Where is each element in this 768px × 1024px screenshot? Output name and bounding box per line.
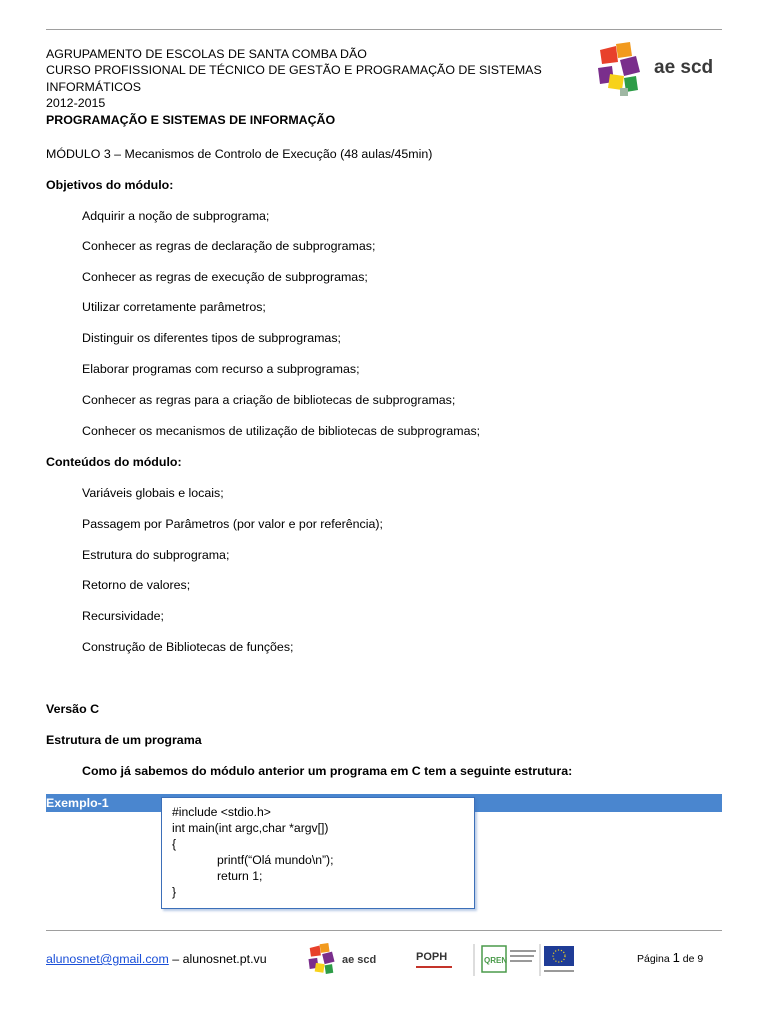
logo-text: ae scd — [654, 57, 714, 78]
funding-logos — [414, 940, 584, 980]
code-line: { — [172, 837, 177, 851]
structure-intro: Como já sabemos do módulo anterior um programa em C tem a seguinte estrutura: — [82, 764, 573, 778]
version-heading: Versão C — [46, 702, 100, 716]
qren-logo — [482, 946, 536, 972]
logo-piece-yellow — [608, 74, 624, 90]
objective-item: Conhecer as regras de declaração de subprogramas; — [82, 239, 376, 253]
logo-piece-purple — [620, 56, 640, 76]
code-block — [161, 797, 475, 909]
email-link[interactable]: alunosnet@gmail.com — [46, 952, 169, 966]
page-number — [637, 950, 703, 967]
eu-flag — [544, 946, 574, 972]
logo-piece-red — [600, 46, 618, 64]
objective-item: Utilizar corretamente parâmetros; — [82, 300, 266, 314]
footer-contact — [46, 951, 267, 967]
module-prefix: MÓDULO 3 — [46, 147, 111, 161]
header-line-school: AGRUPAMENTO DE ESCOLAS DE SANTA COMBA DÃO — [46, 47, 367, 61]
poph-logo — [416, 951, 452, 968]
logo-text: ae scd — [342, 954, 377, 966]
content-item: Retorno de valores; — [82, 578, 191, 592]
contents-heading: Conteúdos do módulo: — [46, 455, 182, 469]
footer-site: alunosnet.pt.vu — [182, 952, 267, 966]
logo-piece-green — [325, 964, 334, 974]
aescd-logo-top — [592, 40, 722, 96]
content-item: Construção de Bibliotecas de funções; — [82, 640, 294, 654]
header-line-subject: PROGRAMAÇÃO E SISTEMAS DE INFORMAÇÃO — [46, 112, 336, 127]
bottom-rule — [46, 930, 722, 931]
objective-item: Elaborar programas com recurso a subprogramas; — [82, 362, 360, 376]
logo-piece-orange — [320, 943, 330, 953]
logo-piece-red — [310, 945, 321, 956]
qren-caption-2 — [510, 955, 534, 957]
code-line: } — [172, 885, 177, 899]
objective-item: Conhecer as regras para a criação de bibliotecas de subprogramas; — [82, 393, 456, 407]
logo-piece-orange — [616, 42, 632, 58]
code-line: #include <stdio.h> — [172, 805, 271, 819]
objective-item: Adquirir a noção de subprograma; — [82, 209, 270, 223]
content-item: Estrutura do subprograma; — [82, 548, 230, 562]
module-title — [46, 146, 432, 162]
structure-heading: Estrutura de um programa — [46, 733, 202, 747]
top-rule — [46, 29, 722, 30]
current-page: 1 — [672, 950, 680, 965]
code-line: int main(int argc,char *argv[]) — [172, 821, 329, 835]
aescd-logo-bottom — [306, 942, 386, 976]
objective-item: Distinguir os diferentes tipos de subprogramas; — [82, 331, 341, 345]
content-item: Passagem por Parâmetros (por valor e por referência); — [82, 517, 383, 531]
header-line-course-cont: INFORMÁTICOS — [46, 79, 141, 94]
header-line-course: CURSO PROFISSIONAL DE TÉCNICO DE GESTÃO E PROGRAMAÇÃO DE SISTEMAS — [46, 63, 542, 78]
poph-text: POPH — [416, 951, 448, 963]
total-pages: de 9 — [679, 953, 704, 965]
objective-item: Conhecer as regras de execução de subprogramas; — [82, 270, 368, 284]
example-label: Exemplo-1 — [46, 796, 109, 810]
qren-caption-1 — [510, 950, 536, 952]
objective-item: Conhecer os mecanismos de utilização de bibliotecas de subprogramas; — [82, 424, 481, 438]
logo-piece-yellow — [315, 963, 325, 973]
logo-piece-grey — [620, 88, 628, 96]
code-line: return 1; — [217, 869, 263, 883]
qren-text: QREN — [484, 956, 508, 965]
objectives-heading: Objetivos do módulo: — [46, 178, 174, 192]
school-header — [46, 46, 566, 128]
eu-caption — [544, 970, 574, 972]
eu-flag-field — [544, 946, 574, 966]
header-line-years: 2012-2015 — [46, 96, 106, 111]
code-line: printf(“Olá mundo\n”); — [217, 853, 334, 867]
page-label: Página — [637, 953, 673, 965]
content-item: Recursividade; — [82, 609, 164, 623]
logo-piece-purple — [322, 952, 334, 964]
module-name: – Mecanismos de Controlo de Execução (48 aulas/45min) — [110, 147, 433, 161]
content-item: Variáveis globais e locais; — [82, 486, 224, 500]
footer-separator: – — [168, 952, 183, 966]
qren-caption-3 — [510, 960, 532, 962]
poph-underline — [416, 966, 452, 968]
